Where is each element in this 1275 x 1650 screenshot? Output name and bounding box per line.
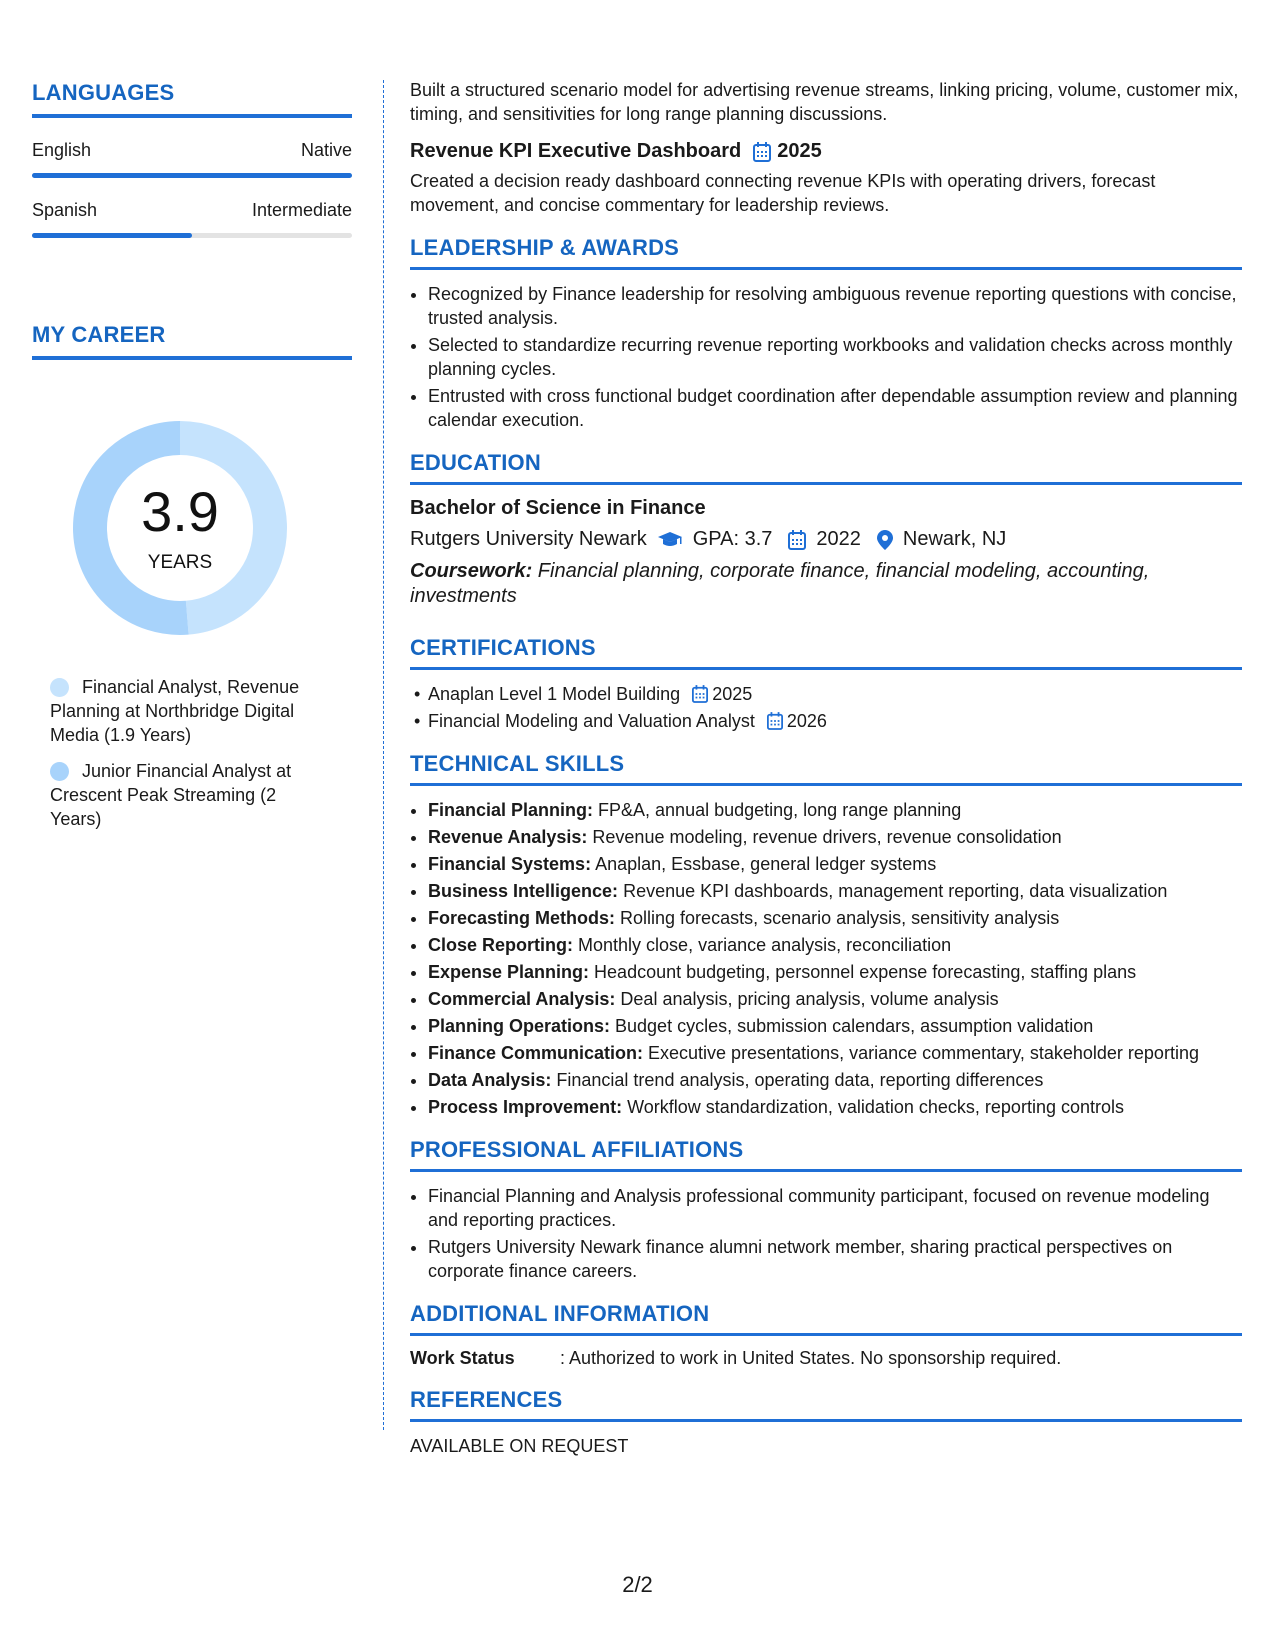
languages-heading: LANGUAGES bbox=[32, 80, 352, 118]
career-total-unit: YEARS bbox=[147, 552, 213, 573]
career-role-label: Junior Financial Analyst at Crescent Peak Streaming (2 Years) bbox=[50, 761, 292, 829]
skill-label: Planning Operations: bbox=[428, 1016, 611, 1036]
career-section bbox=[32, 322, 352, 360]
skill-value: Revenue KPI dashboards, management reporting, data visualization bbox=[618, 881, 1168, 901]
list-item: • Recognized by Finance leadership for resolving ambiguous revenue reporting questions with concise, trusted analysis. bbox=[428, 282, 1242, 330]
graduation-cap-icon bbox=[657, 531, 683, 549]
skill-item bbox=[428, 1068, 1242, 1092]
coursework-text: Financial planning, corporate finance, financial modeling, accounting, investments bbox=[410, 560, 1150, 607]
legend-dot bbox=[50, 762, 69, 781]
career-legend-item bbox=[50, 675, 320, 747]
legend-dot bbox=[50, 678, 69, 697]
skill-label: Process Improvement: bbox=[428, 1097, 623, 1117]
certification-name: • Anaplan Level 1 Model Building bbox=[428, 684, 681, 704]
skill-label: Expense Planning: bbox=[428, 962, 590, 982]
certification-name: • Financial Modeling and Valuation Analyst bbox=[428, 711, 755, 731]
career-donut-chart bbox=[67, 415, 293, 641]
skill-item bbox=[428, 960, 1242, 984]
skill-label: Forecasting Methods: bbox=[428, 908, 616, 928]
certifications-heading: CERTIFICATIONS bbox=[410, 635, 1242, 670]
education-degree: Bachelor of Science in Finance bbox=[410, 497, 706, 519]
calendar-icon bbox=[753, 142, 771, 162]
skill-item bbox=[428, 933, 1242, 957]
skill-item bbox=[428, 906, 1242, 930]
work-status-value: : Authorized to work in United States. No sponsorship required. bbox=[560, 1348, 1062, 1368]
certifications-list bbox=[410, 682, 1242, 733]
location-pin-icon bbox=[877, 530, 893, 550]
skill-value: Headcount budgeting, personnel expense forecasting, staffing plans bbox=[589, 962, 1137, 982]
skills-heading: TECHNICAL SKILLS bbox=[410, 751, 1242, 786]
language-item bbox=[32, 200, 352, 238]
work-status-row bbox=[410, 1348, 1242, 1369]
skill-item bbox=[428, 1095, 1242, 1119]
language-proficiency-bar bbox=[32, 233, 352, 238]
skill-label: Financial Planning: bbox=[428, 800, 594, 820]
education-coursework bbox=[410, 559, 1242, 609]
skill-label: Finance Communication: bbox=[428, 1043, 644, 1063]
education-school: Rutgers University Newark bbox=[410, 528, 647, 550]
language-level: Native bbox=[300, 140, 352, 160]
project-year: 2025 bbox=[777, 140, 822, 162]
coursework-label: Coursework: bbox=[410, 560, 533, 582]
calendar-icon bbox=[767, 712, 783, 730]
language-proficiency-bar bbox=[32, 173, 352, 178]
career-legend bbox=[50, 675, 320, 843]
career-heading: MY CAREER bbox=[32, 322, 352, 360]
skill-item bbox=[428, 987, 1242, 1011]
skill-item bbox=[428, 798, 1242, 822]
skill-value: Financial trend analysis, operating data, reporting differences bbox=[551, 1070, 1044, 1090]
references-heading: REFERENCES bbox=[410, 1387, 1242, 1422]
skill-value: Revenue modeling, revenue drivers, revenue consolidation bbox=[587, 827, 1062, 847]
skill-label: Close Reporting: bbox=[428, 935, 574, 955]
career-total-years: 3.9 bbox=[141, 480, 219, 543]
list-item bbox=[428, 682, 1242, 706]
education-details bbox=[410, 528, 1242, 551]
skill-value: Workflow standardization, validation checks, reporting controls bbox=[622, 1097, 1124, 1117]
column-divider bbox=[383, 80, 384, 1430]
list-item bbox=[428, 709, 1242, 733]
skill-label: Commercial Analysis: bbox=[428, 989, 616, 1009]
skill-label: Financial Systems: bbox=[428, 854, 592, 874]
skill-value: Monthly close, variance analysis, reconciliation bbox=[573, 935, 952, 955]
page-number: 2/2 bbox=[622, 1572, 653, 1597]
skill-item bbox=[428, 1041, 1242, 1065]
leadership-list bbox=[410, 282, 1242, 432]
calendar-icon bbox=[692, 685, 708, 703]
career-legend-item bbox=[50, 759, 320, 831]
left-column bbox=[32, 80, 352, 238]
skill-value: Rolling forecasts, scenario analysis, sensitivity analysis bbox=[615, 908, 1060, 928]
project-title: Revenue KPI Executive Dashboard bbox=[410, 140, 742, 162]
certification-year: 2026 bbox=[786, 711, 827, 731]
work-status-label: Work Status bbox=[410, 1348, 515, 1368]
skill-item bbox=[428, 852, 1242, 876]
additional-info-heading: ADDITIONAL INFORMATION bbox=[410, 1301, 1242, 1336]
skill-value: FP&A, annual budgeting, long range planning bbox=[593, 800, 962, 820]
language-proficiency-fill bbox=[32, 233, 192, 238]
affiliations-heading: PROFESSIONAL AFFILIATIONS bbox=[410, 1137, 1242, 1172]
skills-list bbox=[410, 798, 1242, 1119]
list-item: • Rutgers University Newark finance alumni network member, sharing practical perspectives on corporate finance careers. bbox=[428, 1235, 1242, 1283]
education-year: 2022 bbox=[816, 528, 861, 550]
list-item: • Entrusted with cross functional budget coordination after dependable assumption review and planning calendar execution. bbox=[428, 384, 1242, 432]
references-text: AVAILABLE ON REQUEST bbox=[410, 1436, 629, 1456]
skill-value: Executive presentations, variance commentary, stakeholder reporting bbox=[643, 1043, 1199, 1063]
skill-item bbox=[428, 879, 1242, 903]
education-heading: EDUCATION bbox=[410, 450, 1242, 485]
project-title-row bbox=[410, 140, 1242, 163]
language-item bbox=[32, 140, 352, 178]
career-role-label: Financial Analyst, Revenue Planning at Northbridge Digital Media (1.9 Years) bbox=[50, 677, 300, 745]
skill-label: Data Analysis: bbox=[428, 1070, 552, 1090]
skill-item bbox=[428, 825, 1242, 849]
list-item: • Selected to standardize recurring revenue reporting workbooks and validation checks across monthly planning cycles. bbox=[428, 333, 1242, 381]
leadership-heading: LEADERSHIP & AWARDS bbox=[410, 235, 1242, 270]
right-column bbox=[410, 78, 1242, 1458]
skill-value: Anaplan, Essbase, general ledger systems bbox=[591, 854, 937, 874]
project-intro: Built a structured scenario model for advertising revenue streams, linking pricing, volume, customer mix, timing, and sensitivities for long range planning discussions. bbox=[410, 80, 1239, 124]
language-proficiency-fill bbox=[32, 173, 352, 178]
skill-label: Business Intelligence: bbox=[428, 881, 619, 901]
calendar-icon bbox=[788, 530, 806, 550]
skill-value: Budget cycles, submission calendars, assumption validation bbox=[610, 1016, 1094, 1036]
certification-year: 2025 bbox=[712, 684, 753, 704]
language-name: Spanish bbox=[32, 200, 98, 220]
education-location: Newark, NJ bbox=[902, 528, 1007, 550]
affiliations-list bbox=[410, 1184, 1242, 1283]
language-level: Intermediate bbox=[251, 200, 352, 220]
skill-value: Deal analysis, pricing analysis, volume analysis bbox=[615, 989, 999, 1009]
education-gpa: GPA: 3.7 bbox=[692, 528, 773, 550]
skill-item bbox=[428, 1014, 1242, 1038]
skill-label: Revenue Analysis: bbox=[428, 827, 588, 847]
list-item: • Financial Planning and Analysis professional community participant, focused on revenue modeling and reporting practices. bbox=[428, 1184, 1242, 1232]
language-name: English bbox=[32, 140, 92, 160]
project-description: Created a decision ready dashboard connecting revenue KPIs with operating drivers, forecast movement, and concise commentary for leadership reviews. bbox=[410, 171, 1156, 215]
